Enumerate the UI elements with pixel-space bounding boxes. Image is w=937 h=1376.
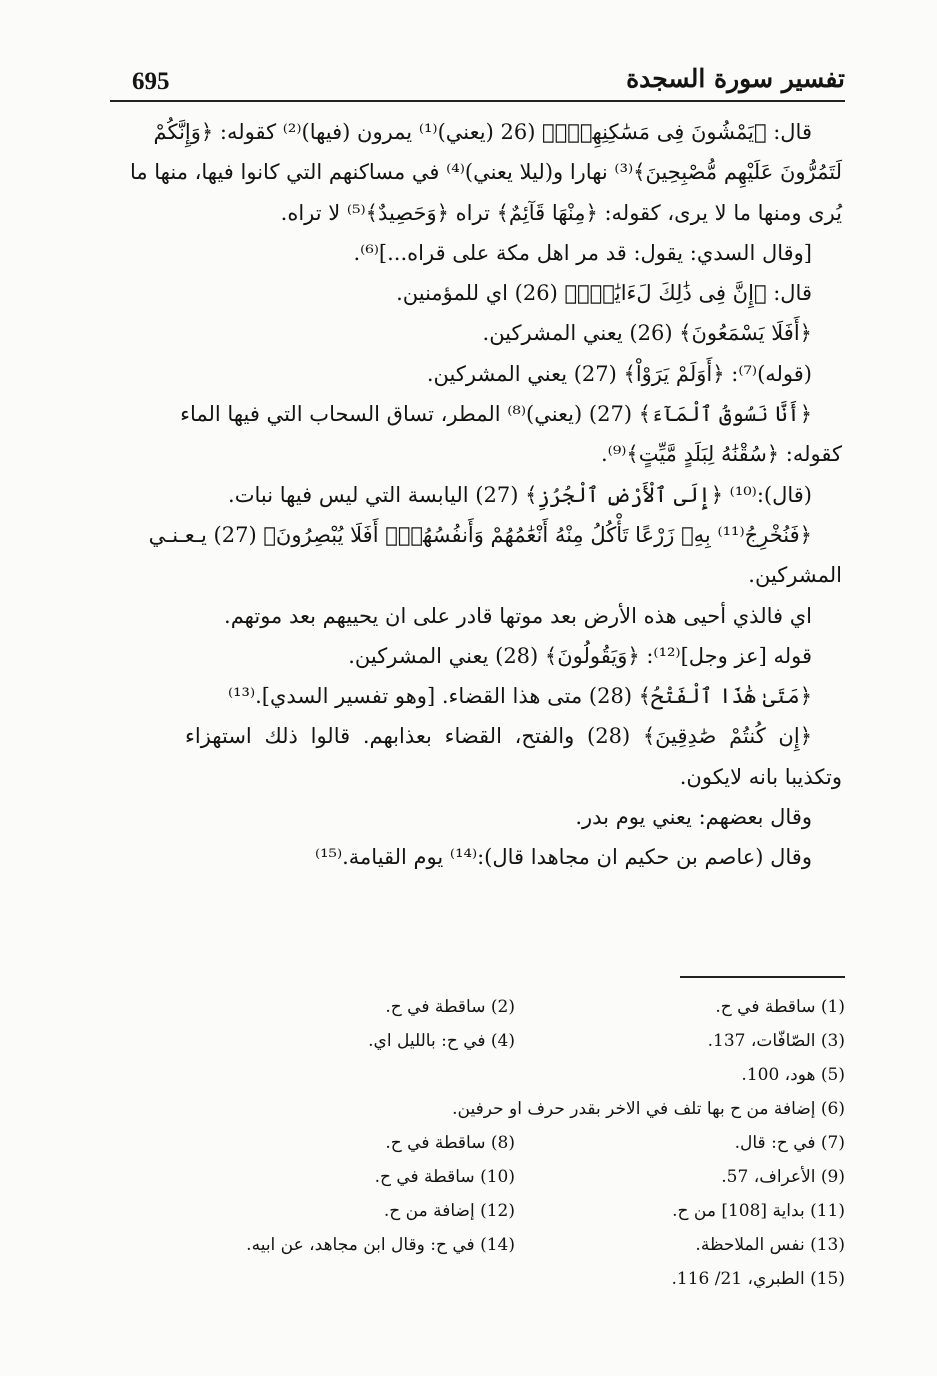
header-rule xyxy=(110,100,845,102)
footnote: (2) ساقطة في ح. xyxy=(385,997,515,1017)
text-line: لَتَمُرُّونَ عَلَيْهِم مُّصْبِحِينَ﴾⁽³⁾ نهارا و(ليلا يعني)⁽⁴⁾ في مساكنهم التي كانوا فيها، منها ما xyxy=(129,160,842,185)
footnote: (1) ساقطة في ح. xyxy=(715,997,845,1017)
footnote: (3) الصّافّات، 137. xyxy=(707,1031,845,1051)
text-line: ﴿أَنَّا نَسُوقُ ٱلْمَآءَ﴾ (27) (يعني)⁽⁸⁾ المطر، تساق السحاب التي فيها الماء xyxy=(180,402,812,427)
footnote: (9) الأعراف، 57. xyxy=(721,1167,845,1187)
text-line: اي فالذي أحيى هذه الأرض بعد موتها قادر على ان يحييهم بعد موتهم. xyxy=(224,603,812,628)
text-line: (قوله)⁽⁷⁾: ﴿أَوَلَمْ يَرَوْاْ﴾ (27) يعني المشركين. xyxy=(426,361,812,386)
footnote-row xyxy=(120,990,845,1024)
footnote: (11) بداية [108] من ح. xyxy=(672,1201,845,1221)
footnote: (5) هود، 100. xyxy=(741,1065,845,1085)
footnote-row xyxy=(120,1262,845,1296)
footnote: (6) إضافة من ح بها تلف في الاخر بقدر حرف او حرفين. xyxy=(452,1099,845,1119)
text-line: ﴿أَفَلَا يَسْمَعُونَ﴾ (26) يعني المشركين. xyxy=(482,321,812,346)
page-header xyxy=(110,58,845,100)
commentary-text xyxy=(129,112,842,878)
text-line: وتكذيبا بانه لايكون. xyxy=(679,764,842,789)
footnote-row xyxy=(120,1160,845,1194)
text-line: (قال):⁽¹⁰⁾ ﴿إِلَى ٱلْأَرْضِ ٱلْجُرُزِ﴾ (27) اليابسة التي ليس فيها نبات. xyxy=(228,482,812,507)
text-line: [وقال السدي: يقول: قد مر اهل مكة على قراه...]⁽⁶⁾. xyxy=(353,240,812,265)
footnote-row xyxy=(120,1228,845,1262)
footnote-row xyxy=(120,1194,845,1228)
footnote-row xyxy=(120,1024,845,1058)
page-number: 695 xyxy=(132,68,170,95)
footnote: (7) في ح: قال. xyxy=(734,1133,845,1153)
text-line: قوله [عز وجل]⁽¹²⁾: ﴿وَيَقُولُونَ﴾ (28) يعني المشركين. xyxy=(348,643,812,668)
footnote: (4) في ح: بالليل اي. xyxy=(368,1031,515,1051)
footnote: (10) ساقطة في ح. xyxy=(374,1167,515,1187)
text-line: ﴿مَتَىٰ هَٰذَا ٱلْفَتْحُ﴾ (28) متى هذا القضاء. [وهو تفسير السدي].⁽¹³⁾ xyxy=(227,684,812,709)
text-line: وقال (عاصم بن حكيم ان مجاهدا قال):⁽¹⁴⁾ يوم القيامة.⁽¹⁵⁾ xyxy=(314,845,812,870)
footnote: (12) إضافة من ح. xyxy=(383,1201,515,1221)
footnote: (8) ساقطة في ح. xyxy=(385,1133,515,1153)
footnote-rule xyxy=(680,976,845,978)
footnote: (15) الطبري، 21/ 116. xyxy=(671,1269,845,1289)
text-line: ﴿إِن كُنتُمْ صَٰدِقِينَ﴾ (28) والفتح، القضاء بعذابهم. قالوا ذلك استهزاء xyxy=(185,724,812,749)
footnote-row xyxy=(120,1092,845,1126)
text-line: المشركين. xyxy=(748,563,842,588)
text-line: قال: ﴿إِنَّ فِى ذَٰلِكَ لَءَايَٰتٍۚ﴾ (26) اي للمؤمنين. xyxy=(396,281,812,306)
text-line: يُرى ومنها ما لا يرى، كقوله: ﴿مِنْهَا قَآئِمٌ﴾ تراه ﴿وَحَصِيدٌ﴾⁽⁵⁾ لا تراه. xyxy=(280,200,842,225)
text-line: كقوله: ﴿سُقْنَٰهُ لِبَلَدٍ مَّيِّتٍ﴾⁽⁹⁾. xyxy=(601,442,842,467)
text-line: وقال بعضهم: يعني يوم بدر. xyxy=(575,805,812,830)
running-title: تفسير سورة السجدة xyxy=(626,64,845,93)
footnote-row xyxy=(120,1058,845,1092)
text-line: قال: ﴿يَمْشُونَ فِى مَسَٰكِنِهِمْۚ﴾ (26 (يعني)⁽¹⁾ يمرون (فيها)⁽²⁾ كقوله: ﴿وَإِنَّكُمْ xyxy=(153,120,812,144)
footnote-row xyxy=(120,1126,845,1160)
footnotes xyxy=(120,990,845,1296)
footnote: (14) في ح: وقال ابن مجاهد، عن ابيه. xyxy=(246,1235,515,1255)
text-line: ﴿فَنُخْرِجُ⁽¹¹⁾ بِهِۦ زَرْعًا تَأْكُلُ مِنْهُ أَنْعَٰمُهُمْ وَأَنفُسُهُمْۖ أَفَلَا يُبْصِرُونَ﴾ (27) يـعـنـي xyxy=(148,522,812,547)
footnote: (13) نفس الملاحظة. xyxy=(695,1235,845,1255)
